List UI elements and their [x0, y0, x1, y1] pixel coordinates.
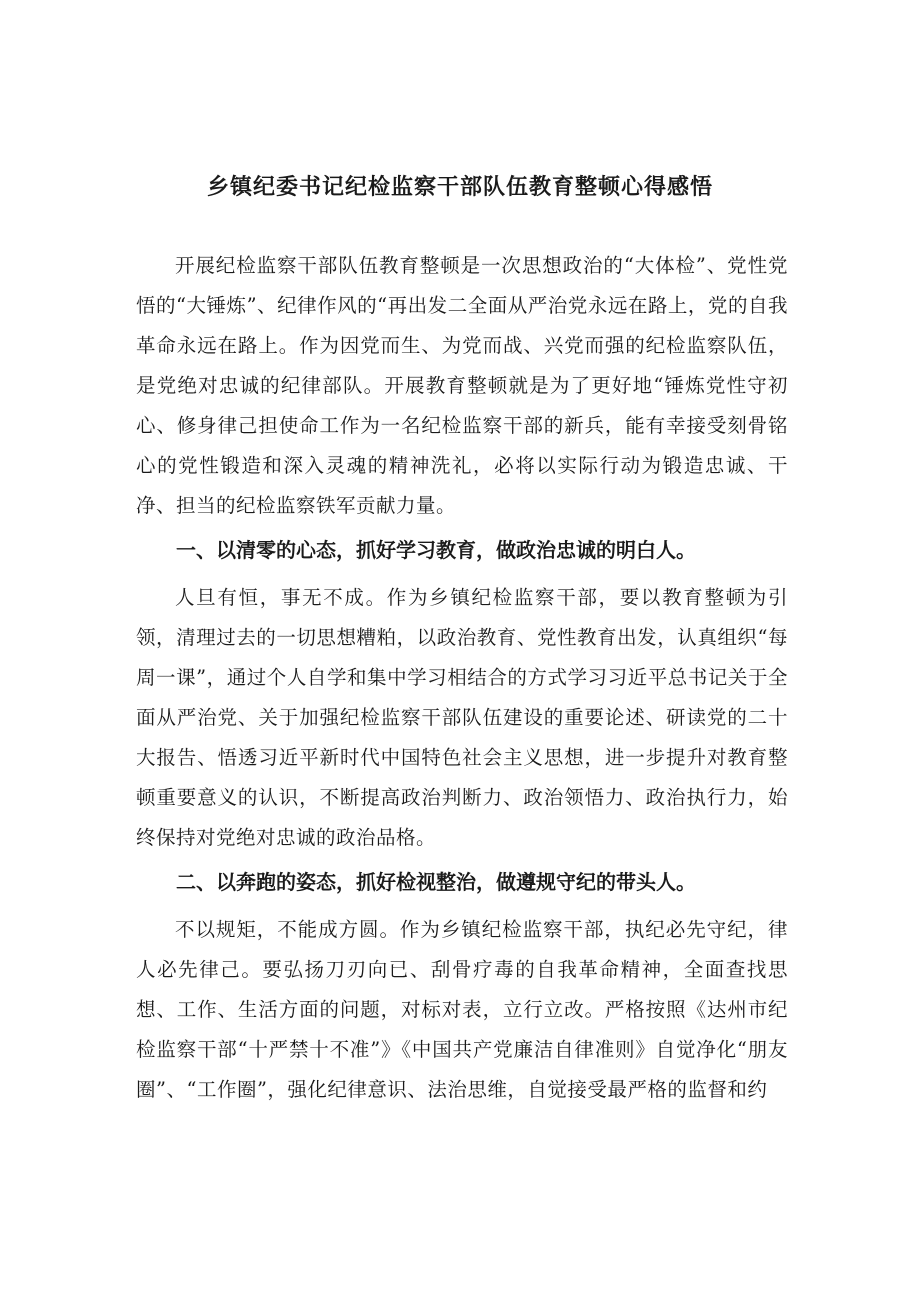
intro-paragraph: 开展纪检监察干部队伍教育整顿是一次思想政治的“大体检”、党性党悟的“大锤炼”、纪律作风的“再出发二全面从严治党永远在路上，党的自我革命永远在路上。作为因党而生、为党而战、兴党而强的纪检监察队伍，是党绝对忠诚的纪律部队。开展教育整顿就是为了更好地“锤炼党性守初心、修身律己担使命工作为一名纪检监察干部的新兵，能有幸接受刻骨铭心的党性锻造和深入灵魂的精神洗礼，必将以实际行动为锻造忠诚、干净、担当的纪检监察铁军贡献力量。: [136, 254, 788, 517]
document-body: [136, 246, 788, 1110]
document-title: 乡镇纪委书记纪检监察干部队伍教育整顿心得感悟: [206, 174, 713, 200]
section-heading-1: 一、以清零的心态，抓好学习教育，做政治忠诚的明白人。: [176, 538, 696, 562]
section-heading-2: 二、以奔跑的姿态，抓好检视整治，做遵规守纪的带头人。: [176, 870, 696, 894]
section-2-paragraph: 不以规矩，不能成方圆。作为乡镇纪检监察干部，执纪必先守纪，律人必先律己。要弘扬刀刃向已、刮骨疗毒的自我革命精神，全面查找思想、工作、生活方面的问题，对标对表，立行立改。严格按照《达州市纪检监察干部“十严禁十不准”》《中国共产党廉洁自律准则》自觉净化“朋友圈”、“工作圈”，强化纪律意识、法治思维，自觉接受最严格的监督和约: [136, 918, 788, 1101]
section-1-paragraph: 人旦有恒，事无不成。作为乡镇纪检监察干部，要以教育整顿为引领，清理过去的一切思想糟粕，以政治教育、党性教育出发，认真组织“每周一课”，通过个人自学和集中学习相结合的方式学习习近平总书记关于全面从严治党、关于加强纪检监察干部队伍建设的重要论述、研读党的二十大报告、悟透习近平新时代中国特色社会主义思想，进一步提升对教育整顿重要意义的认识，不断提高政治判断力、政治领悟力、政治执行力，始终保持对党绝对忠诚的政治品格。: [136, 586, 788, 849]
